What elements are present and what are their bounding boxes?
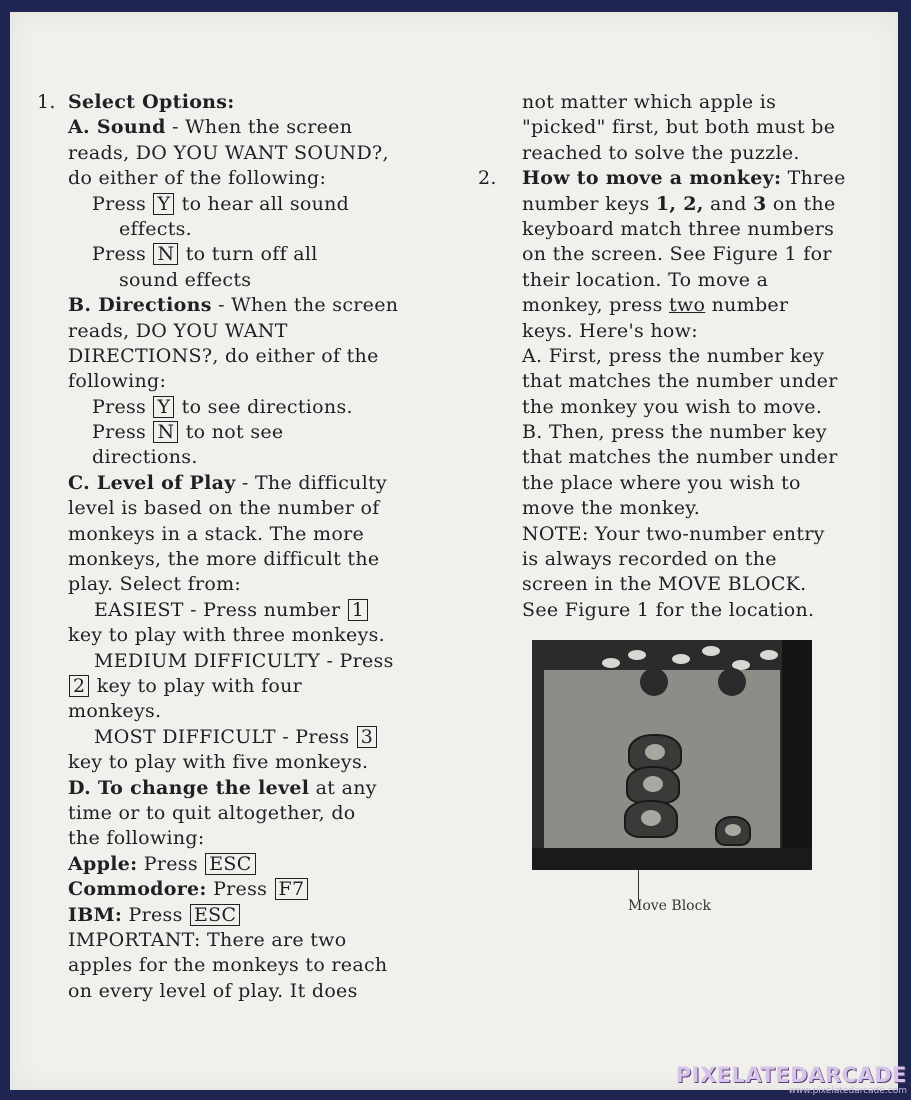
text-line: directions. (92, 446, 198, 469)
key-n: N (153, 421, 178, 443)
apple-quit-key: Apple: Press ESC (37, 852, 457, 877)
text-line: monkeys. (68, 700, 162, 723)
text-line: monkeys, the more difficult the (68, 548, 380, 571)
text-line: B. Then, press the number key (522, 421, 827, 444)
key-f7: F7 (275, 878, 309, 900)
sound-heading: A. Sound - When the screen (68, 116, 353, 139)
key-esc: ESC (190, 904, 240, 926)
text-line: reads, DO YOU WANT (68, 319, 288, 342)
text-line: NOTE: Your two-number entry (522, 522, 825, 545)
apple-icon (718, 668, 746, 696)
directions-no-option: Press N to not see (92, 421, 284, 444)
key-1: 1 (348, 599, 368, 621)
text-line: following: (68, 370, 167, 393)
watermark (676, 1064, 907, 1096)
level-of-play-heading: C. Level of Play - The difficulty (68, 471, 388, 494)
monkey-sprite (715, 816, 751, 846)
text-line: level is based on the number of (68, 497, 380, 520)
text-line: is always recorded on the (522, 548, 777, 571)
sound-no-option: Press N to turn off all (92, 243, 318, 266)
section-2-heading: 2. How to move a monkey: Three (478, 167, 846, 190)
text-line: screen in the MOVE BLOCK. (522, 573, 807, 596)
text-line: play. Select from: (68, 573, 242, 596)
move-block-area (532, 848, 812, 870)
text-line: "picked" first, but both must be (522, 116, 836, 139)
manual-page (10, 12, 898, 1090)
key-2: 2 (69, 675, 89, 697)
text-line: apples for the monkeys to reach (68, 954, 388, 977)
text-line: keys. Here's how: (522, 319, 698, 342)
key-y: Y (153, 396, 174, 418)
leaf-shape (628, 650, 646, 660)
text-line: move the monkey. (522, 497, 701, 520)
commodore-quit-key: Commodore: Press F7 (37, 877, 457, 902)
text-line: keyboard match three numbers (522, 217, 835, 240)
text-line: their location. To move a (522, 268, 769, 291)
text-line: See Figure 1 for the location. (522, 598, 815, 621)
figure-caption: Move Block (628, 898, 711, 914)
text-line: that matches the number under (522, 446, 838, 469)
monkey-sprite (624, 800, 678, 838)
text-line: on every level of play. It does (68, 979, 358, 1002)
sound-yes-option: Press Y to hear all sound (92, 192, 350, 215)
text-line: key to play with three monkeys. (68, 624, 385, 647)
section-1-heading: 1. Select Options: (37, 91, 235, 113)
text-line: the place where you wish to (522, 471, 801, 494)
text-line: that matches the number under (522, 370, 838, 393)
directions-yes-option: Press Y to see directions. (92, 395, 353, 418)
text-line: do either of the following: (68, 167, 327, 190)
text-line: reads, DO YOU WANT SOUND?, (68, 141, 389, 164)
key-3: 3 (357, 726, 377, 748)
directions-heading: B. Directions - When the screen (68, 294, 399, 317)
leaf-shape (702, 646, 720, 656)
leaf-shape (602, 658, 620, 668)
watermark-title: PIXELATEDARCADE (675, 1063, 907, 1087)
monkey-sprite (626, 766, 680, 804)
figure-1-screenshot (532, 640, 812, 870)
text-line: monkey, press two number (522, 294, 789, 317)
medium-option: MEDIUM DIFFICULTY - Press (94, 649, 394, 672)
apple-icon (640, 668, 668, 696)
text-line: sound effects (119, 268, 252, 291)
leaf-shape (760, 650, 778, 660)
key-esc: ESC (205, 853, 255, 875)
text-line: effects. (119, 217, 193, 240)
text-line: IMPORTANT: There are two (68, 928, 347, 951)
text-line: time or to quit altogether, do (68, 801, 356, 824)
caption-pointer-line (638, 870, 639, 900)
key-y: Y (153, 193, 174, 215)
left-column (37, 90, 457, 1004)
text-line: A. First, press the number key (522, 344, 825, 367)
leaf-shape (672, 654, 690, 664)
key-n: N (153, 243, 178, 265)
text-line: number keys 1, 2, and 3 on the (522, 192, 836, 215)
right-column (478, 90, 878, 623)
watermark-url: www.pixelatedarcade.com (788, 1086, 907, 1096)
text-line: not matter which apple is (522, 91, 777, 113)
most-difficult-option: MOST DIFFICULT - Press 3 (37, 725, 457, 750)
change-level-heading: D. To change the level at any (68, 776, 377, 799)
screen-border (782, 640, 812, 870)
text-line: DIRECTIONS?, do either of the (68, 344, 379, 367)
text-line: the monkey you wish to move. (522, 395, 823, 418)
easiest-option: EASIEST - Press number 1 (37, 598, 457, 623)
text-line: reached to solve the puzzle. (522, 141, 800, 164)
text-line: the following: (68, 827, 205, 850)
text-line: key to play with five monkeys. (68, 751, 369, 774)
medium-option-key: 2 key to play with four (37, 674, 457, 699)
text-line: monkeys in a stack. The more (68, 522, 365, 545)
ibm-quit-key: IBM: Press ESC (37, 903, 457, 928)
text-line: on the screen. See Figure 1 for (522, 243, 832, 266)
